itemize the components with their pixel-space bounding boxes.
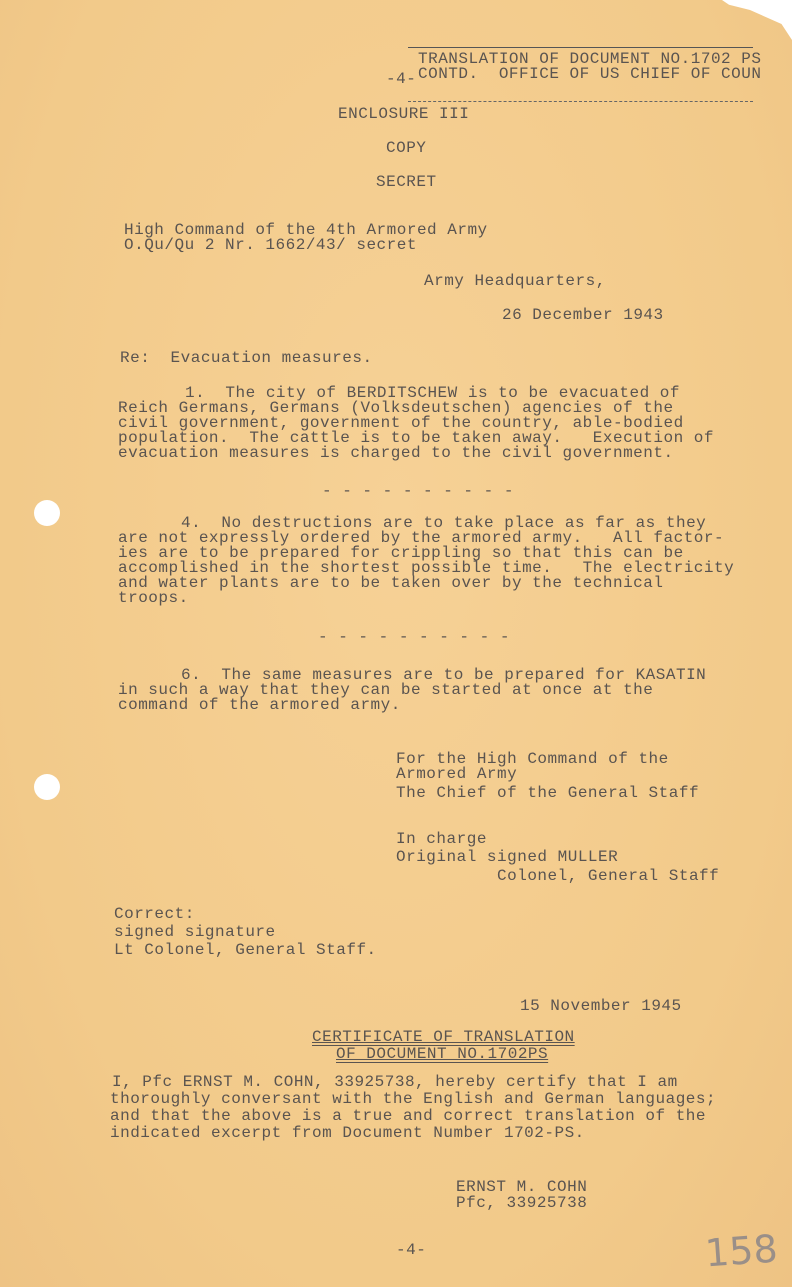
- subject: Re: Evacuation measures.: [120, 349, 373, 367]
- punch-hole: [34, 774, 60, 800]
- para4-line: 4. No destructions are to take place as far as they: [181, 514, 707, 532]
- header-rule-top: [408, 47, 753, 48]
- correct-line: signed signature: [114, 923, 276, 941]
- translator-line: Pfc, 33925738: [456, 1194, 588, 1212]
- page-marker: -4-: [386, 70, 417, 88]
- certificate-title: CERTIFICATE OF TRANSLATION: [312, 1028, 575, 1046]
- para6-line: 6. The same measures are to be prepared for KASATIN: [181, 666, 707, 684]
- sender-line: High Command of the 4th Armored Army: [124, 221, 488, 239]
- signoff-line: Armored Army: [396, 765, 518, 783]
- separator: - - - - - - - - - -: [318, 628, 510, 646]
- para1-line: civil government, government of the country, able-bodied: [118, 414, 684, 432]
- para4-line: and water plants are to be taken over by the technical: [118, 574, 664, 592]
- para1-line: 1. The city of BERDITSCHEW is to be evacuated of: [185, 384, 680, 402]
- certificate-line: thoroughly conversant with the English and German languages;: [110, 1090, 717, 1108]
- copy-title: COPY: [386, 139, 427, 157]
- correct-line: Lt Colonel, General Staff.: [114, 941, 377, 959]
- para4-line: accomplished in the shortest possible time. The electricity: [118, 559, 735, 577]
- header-rule-bottom: [408, 101, 753, 102]
- archive-number-handwritten: 158: [704, 1226, 780, 1276]
- signoff-line: The Chief of the General Staff: [396, 784, 700, 802]
- certificate-line: I, Pfc ERNST M. COHN, 33925738, hereby certify that I am: [112, 1073, 678, 1091]
- correct-line: Correct:: [114, 905, 195, 923]
- certificate-line: indicated excerpt from Document Number 1702-PS.: [110, 1124, 585, 1142]
- para6-line: command of the armored army.: [118, 696, 401, 714]
- para4-line: troops.: [118, 589, 189, 607]
- signoff-line: For the High Command of the: [396, 750, 669, 768]
- para1-line: Reich Germans, Germans (Volksdeutschen) agencies of the: [118, 399, 674, 417]
- para6-line: in such a way that they can be started at once at the: [118, 681, 654, 699]
- certificate-line: and that the above is a true and correct translation of the: [110, 1107, 706, 1125]
- para4-line: are not expressly ordered by the armored army. All factor-: [118, 529, 725, 547]
- header-line-2: CONTD. OFFICE OF US CHIEF OF COUN: [418, 65, 762, 83]
- signed-line: Original signed MULLER: [396, 848, 619, 866]
- para4-line: ies are to be prepared for crippling so that this can be: [118, 544, 684, 562]
- footer-page-number: -4-: [396, 1241, 427, 1259]
- header-line-1: TRANSLATION OF DOCUMENT NO.1702 PS: [418, 50, 762, 68]
- date: 26 December 1943: [502, 306, 664, 324]
- para1-line: population. The cattle is to be taken away. Execution of: [118, 429, 714, 447]
- signed-line: In charge: [396, 830, 487, 848]
- enclosure-title: ENCLOSURE III: [338, 105, 470, 123]
- para1-line: evacuation measures is charged to the civil government.: [118, 444, 674, 462]
- certificate-title: OF DOCUMENT NO.1702PS: [336, 1045, 549, 1063]
- place: Army Headquarters,: [424, 272, 606, 290]
- secret-title: SECRET: [376, 173, 437, 191]
- sender-line: O.Qu/Qu 2 Nr. 1662/43/ secret: [124, 236, 417, 254]
- punch-hole: [34, 500, 60, 526]
- certificate-date: 15 November 1945: [520, 997, 682, 1015]
- signed-line: Colonel, General Staff: [396, 867, 720, 885]
- translator-line: ERNST M. COHN: [456, 1178, 588, 1196]
- separator: - - - - - - - - - -: [322, 482, 514, 500]
